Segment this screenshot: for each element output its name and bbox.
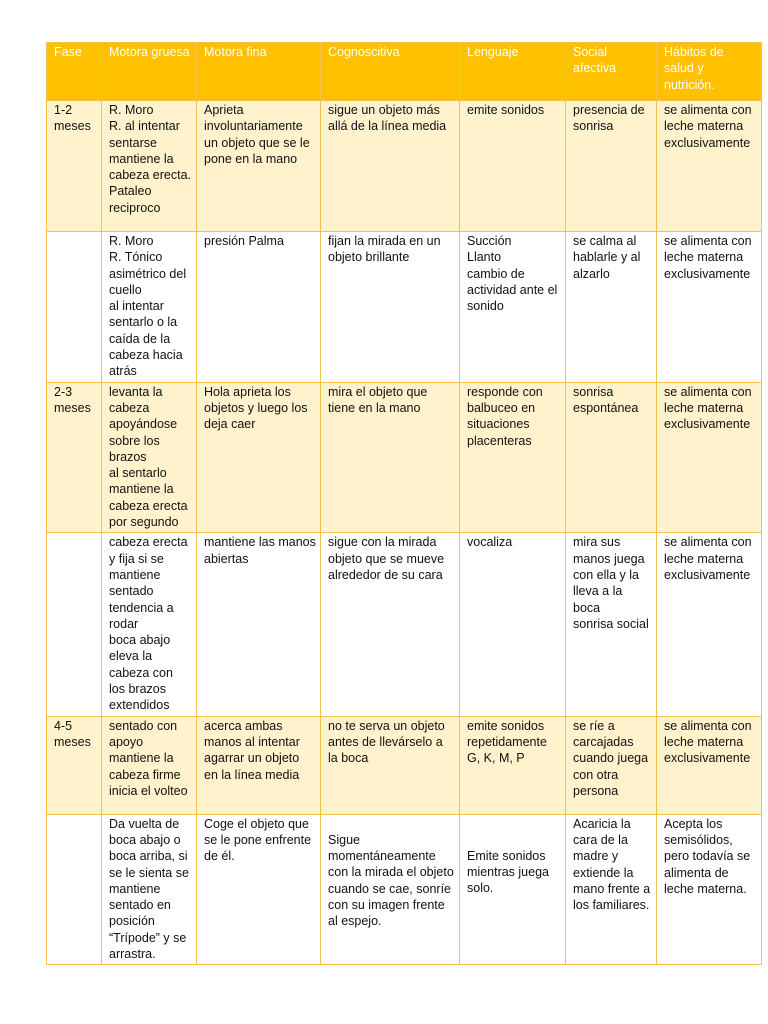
cell-line: tendencia a rodar <box>109 600 174 631</box>
header-fase: Fase <box>47 43 102 101</box>
cell-social-afectiva <box>566 232 657 383</box>
header-cognoscitiva: Cognoscitiva <box>321 43 460 101</box>
cell-line: mantiene las manos abiertas <box>204 535 316 566</box>
cell-motora-gruesa <box>102 716 197 814</box>
table-row <box>47 716 762 814</box>
cell-line: mira el objeto que tiene en la mano <box>328 384 428 415</box>
cell-line: presencia de sonrisa <box>573 103 645 134</box>
cell-fase: 4-5 meses <box>47 716 102 814</box>
cell-habitos <box>657 533 762 716</box>
cell-line: emite sonidos <box>467 103 545 117</box>
cell-line: Llanto <box>467 250 502 265</box>
cell-line: R. Tónico asimétrico del cuello <box>109 250 187 297</box>
development-table <box>46 42 762 965</box>
cell-habitos <box>657 814 762 965</box>
table-row <box>47 814 762 965</box>
cell-motora-gruesa <box>102 101 197 232</box>
cell-line: Hola aprieta los objetos y luego los deja caer <box>204 384 308 432</box>
header-row <box>47 43 762 101</box>
cell-line: emite sonidos repetidamente G, K, M, P <box>467 718 547 766</box>
cell-line: Acaricia la cara de la madre y extiende la mano frente a los familiares. <box>573 816 651 913</box>
cell-fase <box>47 814 102 965</box>
cell-line: responde con balbuceo en situaciones placenteras <box>467 384 543 448</box>
cell-cognoscitiva <box>321 533 460 716</box>
cell-line: R. Moro <box>109 234 154 248</box>
cell-line: R. Moro <box>109 103 154 117</box>
cell-cognoscitiva <box>321 814 460 965</box>
cell-fase: 1-2 meses <box>47 101 102 232</box>
table-row <box>47 382 762 533</box>
cell-line: Succión <box>467 234 512 248</box>
cell-habitos <box>657 232 762 383</box>
cell-cognoscitiva <box>321 382 460 533</box>
cell-motora-fina <box>197 382 321 533</box>
cell-line: mira sus manos juega con ella y la lleva a la boca <box>573 535 645 615</box>
cell-line: vocaliza <box>467 535 513 550</box>
cell-lenguaje <box>460 232 566 383</box>
cell-lenguaje <box>460 382 566 533</box>
table-row <box>47 533 762 716</box>
cell-line: se calma al hablarle y al alzarlo <box>573 234 641 281</box>
cell-line: levanta la cabeza apoyándose sobre los brazos <box>109 384 178 464</box>
cell-line: cambio de actividad ante el sonido <box>467 266 558 314</box>
cell-line: R. al intentar sentarse mantiene la cabeza erecta. <box>109 119 191 183</box>
cell-line: Da vuelta de boca abajo o boca arriba, si se le sienta se mantiene sentado en posición “Trípode” y se arrastra. <box>109 816 189 961</box>
cell-line: fijan la mirada en un objeto brillante <box>328 234 441 265</box>
cell-motora-fina <box>197 533 321 716</box>
cell-line: acerca ambas manos al intentar agarrar un objeto en la línea media <box>204 718 300 782</box>
cell-social-afectiva <box>566 101 657 232</box>
cell-motora-fina <box>197 232 321 383</box>
cell-line: boca abajo eleva la cabeza con los brazos extendidos <box>109 633 173 713</box>
cell-line: no te serva un objeto antes de llevárselo a la boca <box>328 718 445 766</box>
cell-line: se alimenta con leche materna exclusivamente <box>664 384 752 432</box>
cell-line: Sigue momentáneamente con la mirada el objeto cuando se cae, sonríe con su imagen frente al espejo. <box>328 832 454 929</box>
cell-line: cabeza erecta y fija si se mantiene sentado <box>109 535 188 599</box>
cell-spacer <box>328 816 455 832</box>
table-row <box>47 232 762 383</box>
header-lenguaje: Lenguaje <box>460 43 566 101</box>
cell-line: sonrisa espontánea <box>573 384 639 415</box>
cell-line: se ríe a carcajadas cuando juega con otra persona <box>573 718 649 798</box>
cell-line: al sentarlo mantiene la cabeza erecta por segundo <box>109 466 188 530</box>
cell-line: Emite sonidos mientras juega solo. <box>467 848 549 896</box>
cell-social-afectiva <box>566 533 657 716</box>
cell-spacer <box>467 816 561 848</box>
cell-motora-gruesa <box>102 232 197 383</box>
cell-cognoscitiva <box>321 232 460 383</box>
cell-line: sonrisa social <box>573 616 649 631</box>
cell-line: se alimenta con leche materna exclusivamente <box>664 535 752 582</box>
cell-line: sentado con apoyo mantiene la cabeza firme inicia el volteo <box>109 718 188 798</box>
header-social-afectiva: Social afectiva <box>566 43 657 101</box>
cell-motora-gruesa <box>102 533 197 716</box>
cell-cognoscitiva <box>321 716 460 814</box>
cell-line: se alimenta con leche materna exclusivamente <box>664 234 752 281</box>
cell-social-afectiva <box>566 716 657 814</box>
cell-line: Pataleo reciproco <box>109 184 161 215</box>
cell-lenguaje <box>460 716 566 814</box>
table-row <box>47 101 762 232</box>
cell-line: sigue con la mirada objeto que se mueve alrededor de su cara <box>328 535 445 582</box>
cell-line: presión Palma <box>204 234 284 248</box>
cell-line: se alimenta con leche materna exclusivamente <box>664 103 752 150</box>
cell-habitos <box>657 382 762 533</box>
cell-motora-fina <box>197 101 321 232</box>
cell-cognoscitiva <box>321 101 460 232</box>
header-motora-gruesa: Motora gruesa <box>102 43 197 101</box>
header-motora-fina: Motora fina <box>197 43 321 101</box>
cell-lenguaje <box>460 533 566 716</box>
cell-line: sigue un objeto más allá de la línea media <box>328 103 447 134</box>
cell-line: se alimenta con leche materna exclusivamente <box>664 718 752 766</box>
cell-habitos <box>657 101 762 232</box>
header-habitos: Hábitos de salud y nutrición. <box>657 43 762 101</box>
cell-motora-gruesa <box>102 382 197 533</box>
cell-line: Coge el objeto que se le pone enfrente de él. <box>204 816 312 864</box>
cell-motora-gruesa <box>102 814 197 965</box>
cell-habitos <box>657 716 762 814</box>
cell-line: Aprieta involuntariamente un objeto que se le pone en la mano <box>204 103 310 166</box>
cell-lenguaje <box>460 101 566 232</box>
cell-line: al intentar sentarlo o la caída de la cabeza hacia atrás <box>109 299 183 379</box>
cell-motora-fina <box>197 814 321 965</box>
cell-motora-fina <box>197 716 321 814</box>
cell-fase: 2-3 meses <box>47 382 102 533</box>
cell-fase <box>47 232 102 383</box>
cell-lenguaje <box>460 814 566 965</box>
cell-social-afectiva <box>566 814 657 965</box>
cell-social-afectiva <box>566 382 657 533</box>
cell-fase <box>47 533 102 716</box>
cell-line: Acepta los semisólidos, pero todavía se alimenta de leche materna. <box>664 816 751 896</box>
